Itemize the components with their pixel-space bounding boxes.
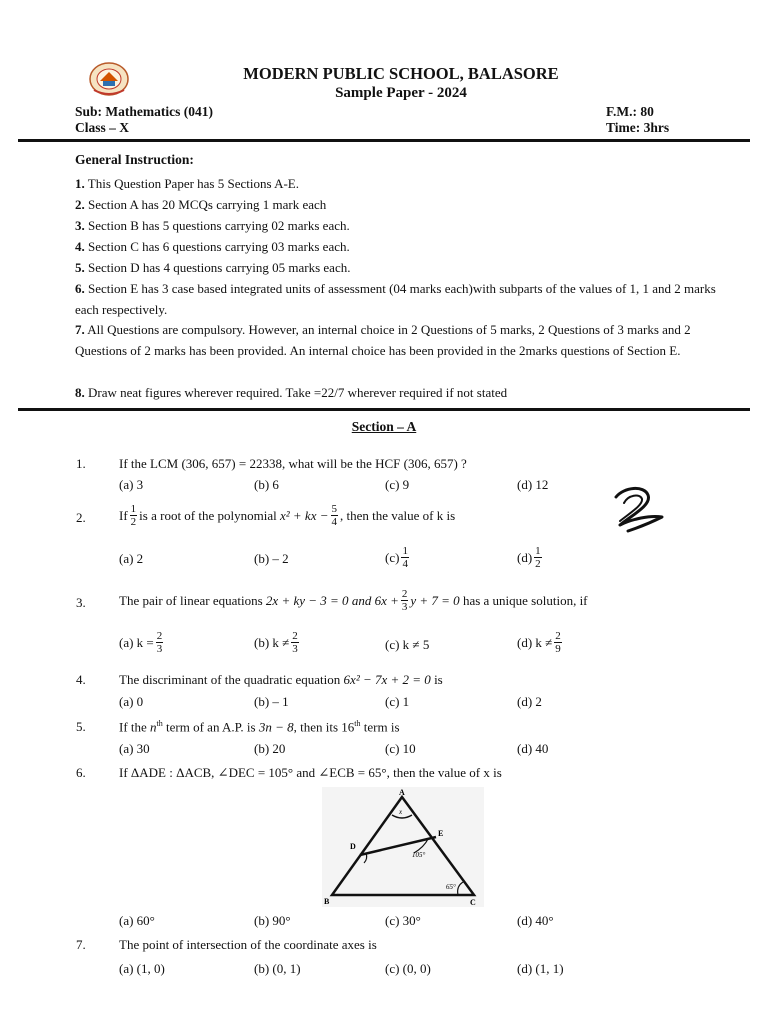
instruction-4: 4. Section C has 6 questions carrying 03 marks each. [75,239,350,254]
class-label: Class – X [75,120,130,135]
q6-option-a: (a) 60° [119,913,155,928]
q7-option-a: (a) (1, 0) [119,961,165,976]
q6-option-d: (d) 40° [517,913,554,928]
q4-option-b: (b) – 1 [254,694,289,709]
handwritten-mark [610,485,670,537]
instruction-7: 7. All Questions are compulsory. However, an internal choice in 2 Questions of 5 marks, 2 Questions of 3 marks and 2 Questions of 2 marks has been provided. An internal choice has been provided in the 2marks questions of Section E. [75,322,691,358]
q1-option-d: (d) 12 [517,477,549,492]
instruction-3: 3. Section B has 5 questions carrying 02 marks each. [75,218,350,233]
time-label: Time: 3hrs [606,120,670,135]
vertex-c-label: C [470,898,476,907]
question-4-text: The discriminant of the quadratic equation 6x² − 7x + 2 = 0 is [119,672,443,687]
question-number: 4. [76,672,86,687]
angle-105-label: 105° [412,851,426,859]
q2-option-d: (d) $\frac{1}{2}$ [517,545,541,570]
vertex-a-label: A [399,788,405,797]
angle-65-label: 65° [446,883,456,891]
q7-option-d: (d) (1, 1) [517,961,564,976]
q3-option-d: (d) k ≠ $\frac{2}{9}$ [517,630,561,655]
fraction: $\frac{5}{4}$ [331,503,337,528]
question-6-text: If ΔADE : ΔACB, ∠DEC = 105° and ∠ECB = 65°, then the value of x is [119,765,502,780]
q1-option-a: (a) 3 [119,477,144,492]
instruction-5: 5. Section D has 4 questions carrying 05 marks each. [75,260,351,275]
q7-option-b: (b) (0, 1) [254,961,301,976]
q4-option-d: (d) 2 [517,694,542,709]
q4-option-c: (c) 1 [385,694,410,709]
vertex-d-label: D [350,842,356,851]
question-3-text: The pair of linear equations 2x + ky − 3 = 0 and 6x + $\frac{2}{3}$ y + 7 = 0 has a unique solution, if [119,588,588,613]
instruction-8: 8. Draw neat figures wherever required. Take =22/7 wherever required if not stated [75,385,508,400]
fraction: $\frac{1}{2}$ [130,503,137,528]
header-rule [18,139,750,142]
subject-label: Sub: Mathematics (041) [75,104,213,119]
question-number: 7. [76,937,86,952]
question-1-text: If the LCM (306, 657) = 22338, what will be the HCF (306, 657) ? [119,456,467,471]
triangle-figure [322,787,484,907]
q5-option-b: (b) 20 [254,741,286,756]
question-number: 6. [76,765,86,780]
instructions-title: General Instruction: [75,152,194,167]
school-name: MODERN PUBLIC SCHOOL, BALASORE [243,64,559,83]
full-marks: F.M.: 80 [606,104,654,119]
q4-option-a: (a) 0 [119,694,144,709]
question-number: 1. [76,456,86,471]
question-number: 2. [76,510,86,525]
q3-option-c: (c) k ≠ 5 [385,637,430,652]
q2-option-b: (b) – 2 [254,551,289,566]
question-number: 3. [76,595,86,610]
q5-option-c: (c) 10 [385,741,416,756]
q5-option-d: (d) 40 [517,741,549,756]
vertex-b-label: B [324,897,330,906]
instruction-1: 1. This Question Paper has 5 Sections A-E. [75,176,299,191]
q2-option-a: (a) 2 [119,551,144,566]
question-2-text: If $\frac{1}{2}$ is a root of the polynomial x² + kx − $\frac{5}{4}$ , then the value of k is [119,503,456,528]
q5-option-a: (a) 30 [119,741,150,756]
instruction-2: 2. Section A has 20 MCQs carrying 1 mark each [75,197,327,212]
fraction: $\frac{2}{3}$ [401,588,408,613]
q2-option-c: (c) $\frac{1}{4}$ [385,545,408,570]
q3-option-b: (b) k ≠ $\frac{2}{3}$ [254,630,298,655]
q3-option-a: (a) k = $\frac{2}{3}$ [119,630,163,655]
q6-option-c: (c) 30° [385,913,421,928]
question-7-text: The point of intersection of the coordinate axes is [119,937,377,952]
paper-title: Sample Paper - 2024 [335,85,467,101]
instructions-rule [18,408,750,411]
q6-option-b: (b) 90° [254,913,291,928]
instruction-6: 6. Section E has 3 case based integrated units of assessment (04 marks each)with subparts of the values of 1, 1 and 2 marks each respectively. [75,281,716,317]
angle-x-label: x [399,808,403,816]
question-5-text: If the $n^{th}$ term of an A.P. is 3n − 8, then its 16th term is [119,719,400,735]
section-title: Section – A [351,419,417,434]
question-number: 5. [76,719,86,734]
q7-option-c: (c) (0, 0) [385,961,431,976]
q1-option-b: (b) 6 [254,477,279,492]
q1-option-c: (c) 9 [385,477,410,492]
vertex-e-label: E [438,829,444,838]
